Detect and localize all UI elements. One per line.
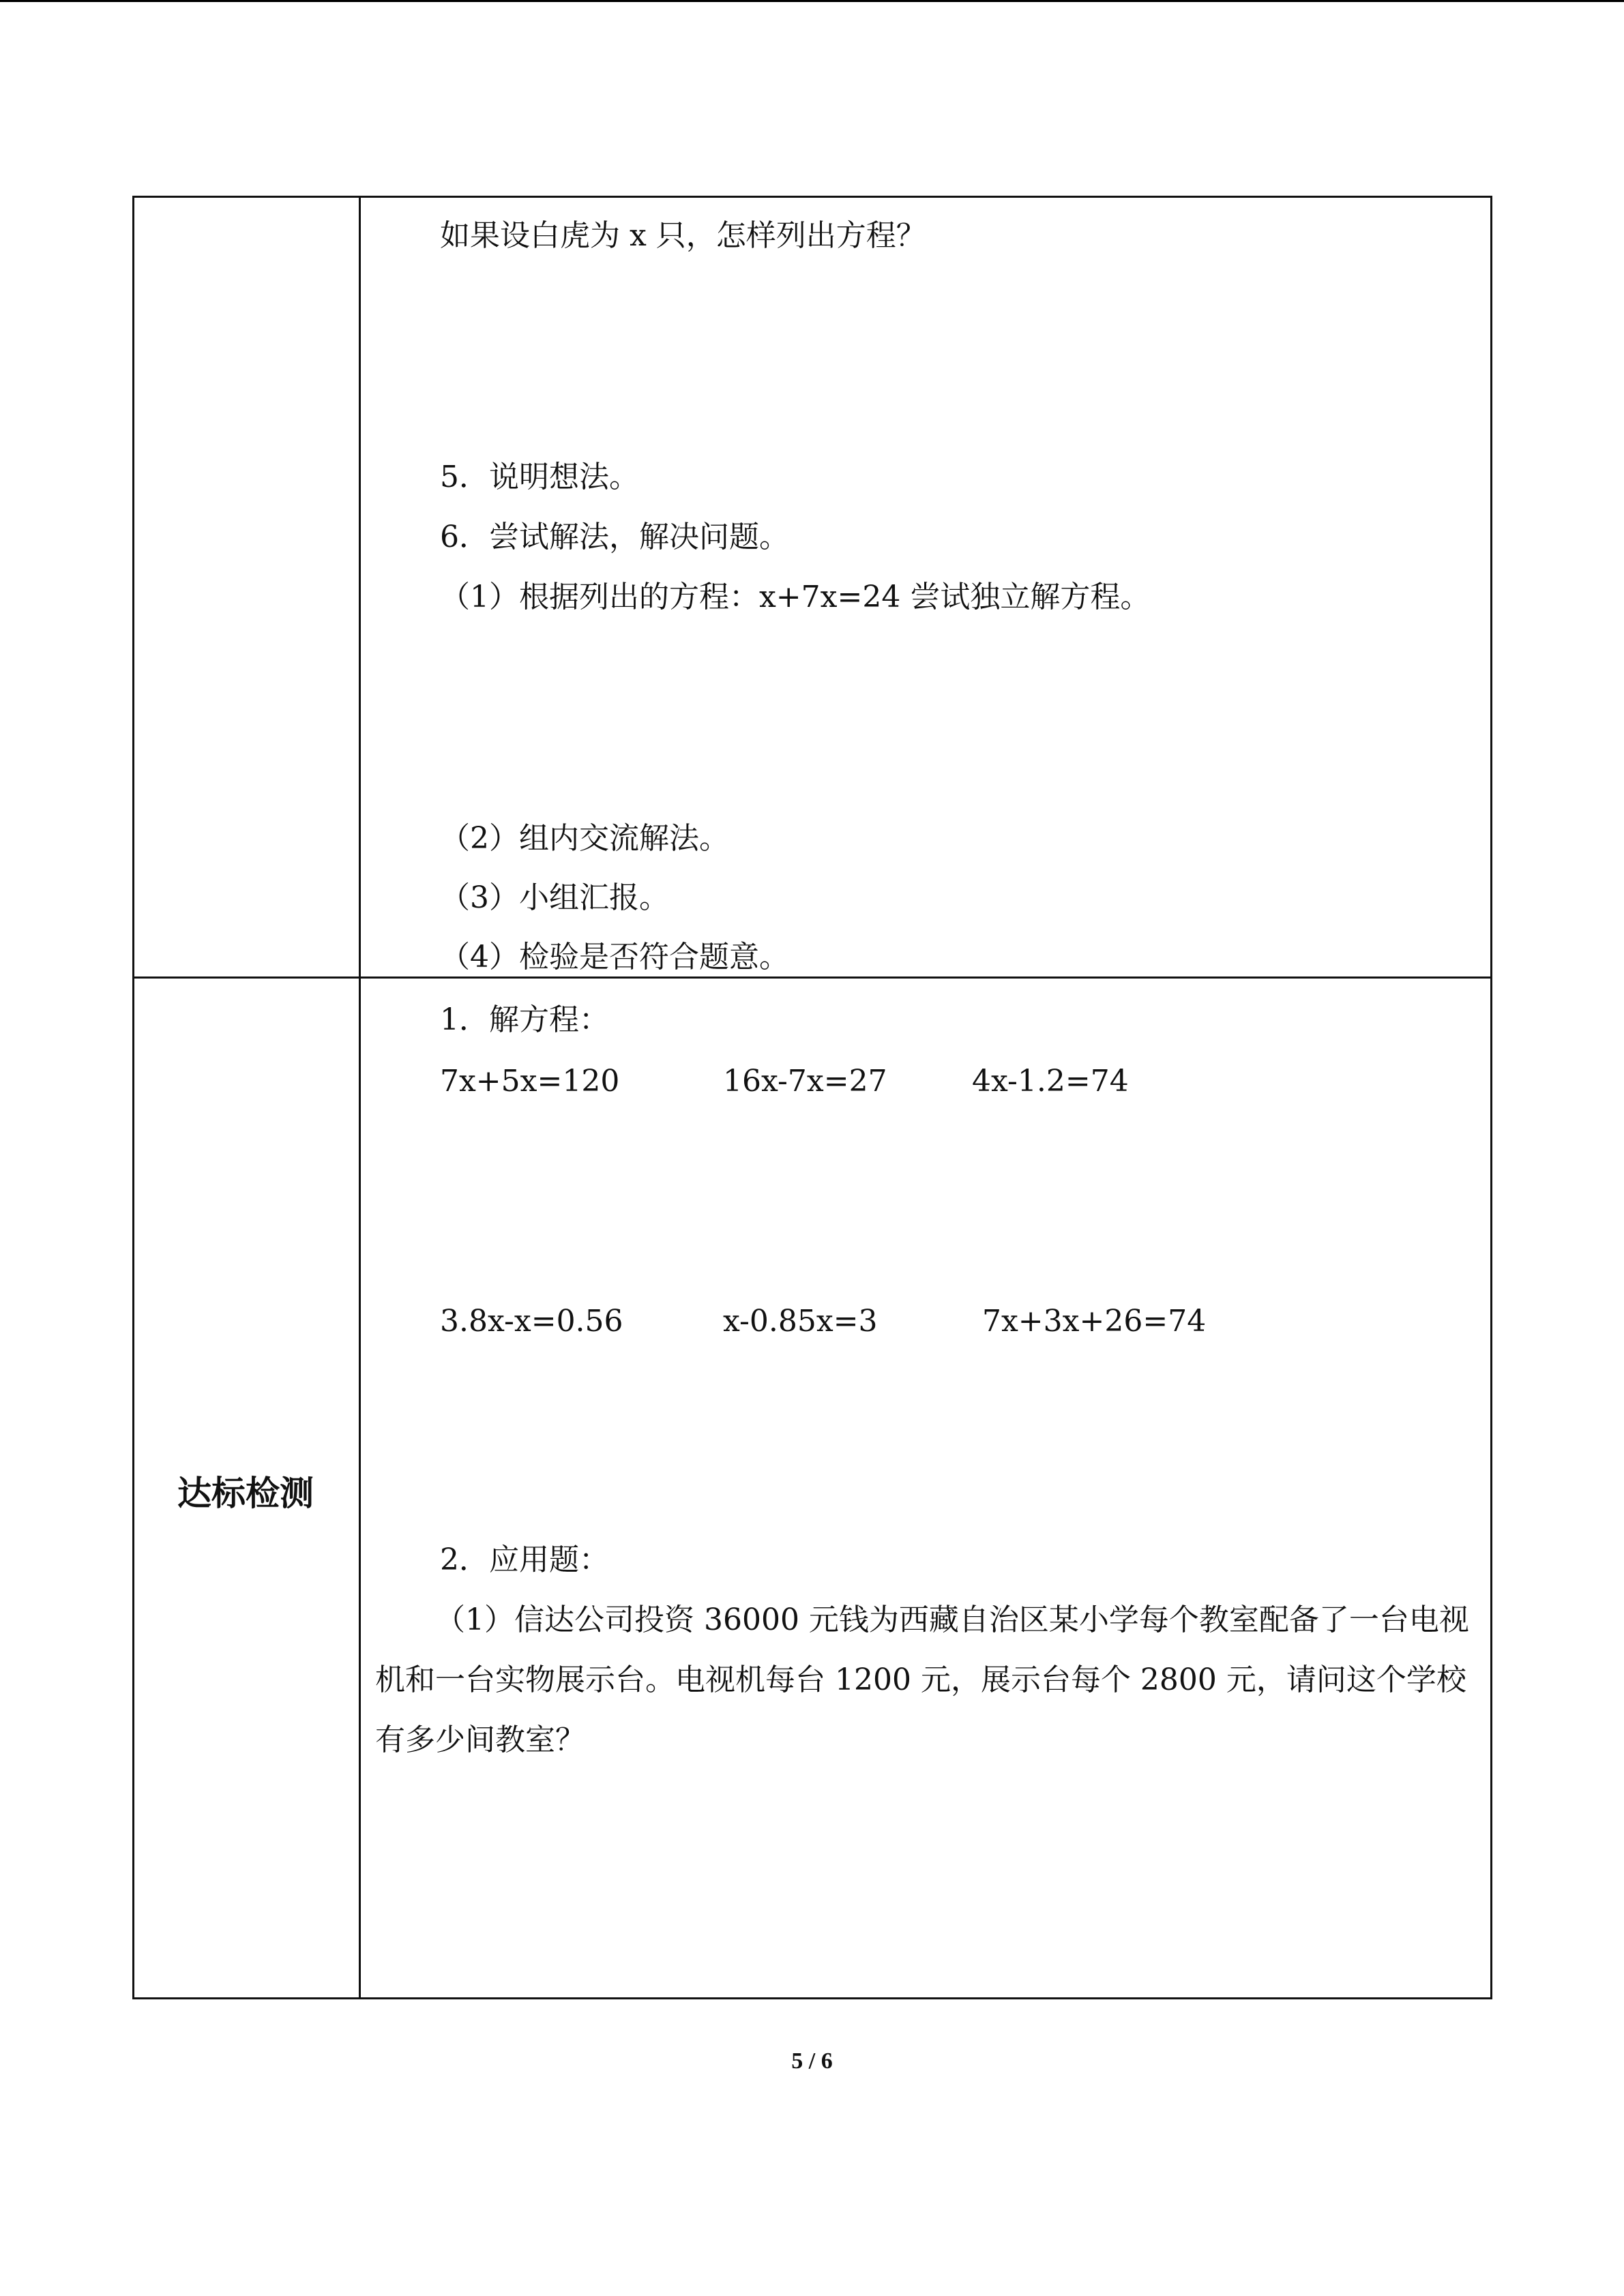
equation: x-0.85x=3 [723, 1304, 878, 1339]
intro-question: 如果设白虎为 x 只，怎样列出方程？ [440, 218, 926, 253]
question-2-title: 2．应用题： [440, 1542, 609, 1577]
table-row-divider [132, 976, 1492, 979]
table-column-divider [359, 196, 361, 1999]
sub-step-4: （4）检验是否符合题意。 [440, 940, 789, 974]
equation: 3.8x-x=0.56 [440, 1304, 623, 1339]
page-number: 5 / 6 [791, 2048, 833, 2074]
equation: 7x+3x+26=74 [982, 1304, 1207, 1339]
equation: 16x-7x=27 [723, 1064, 887, 1099]
step-5: 5．说明想法。 [440, 460, 639, 494]
question-2-problem-1: （1）信达公司投资 36000 元钱为西藏自治区某小学每个教室配备了一台电视机和一台实物展示台。电视机每台 1200 元，展示台每个 2800 元，请问这个学校有多少间教室？ [375, 1602, 1469, 1757]
sub-step-1: （1）根据列出的方程：x+7x=24 尝试独立解方程。 [440, 580, 1151, 614]
equation: 7x+5x=120 [440, 1064, 620, 1099]
step-6: 6．尝试解法，解决问题。 [440, 520, 789, 554]
section-label: 达标检测 [177, 1474, 314, 1513]
sub-step-3: （3）小组汇报。 [440, 880, 669, 915]
top-border-line [0, 0, 1624, 2]
question-1-title: 1．解方程： [440, 1002, 609, 1037]
sub-step-2: （2）组内交流解法。 [440, 821, 729, 856]
equation: 4x-1.2=74 [972, 1064, 1129, 1099]
